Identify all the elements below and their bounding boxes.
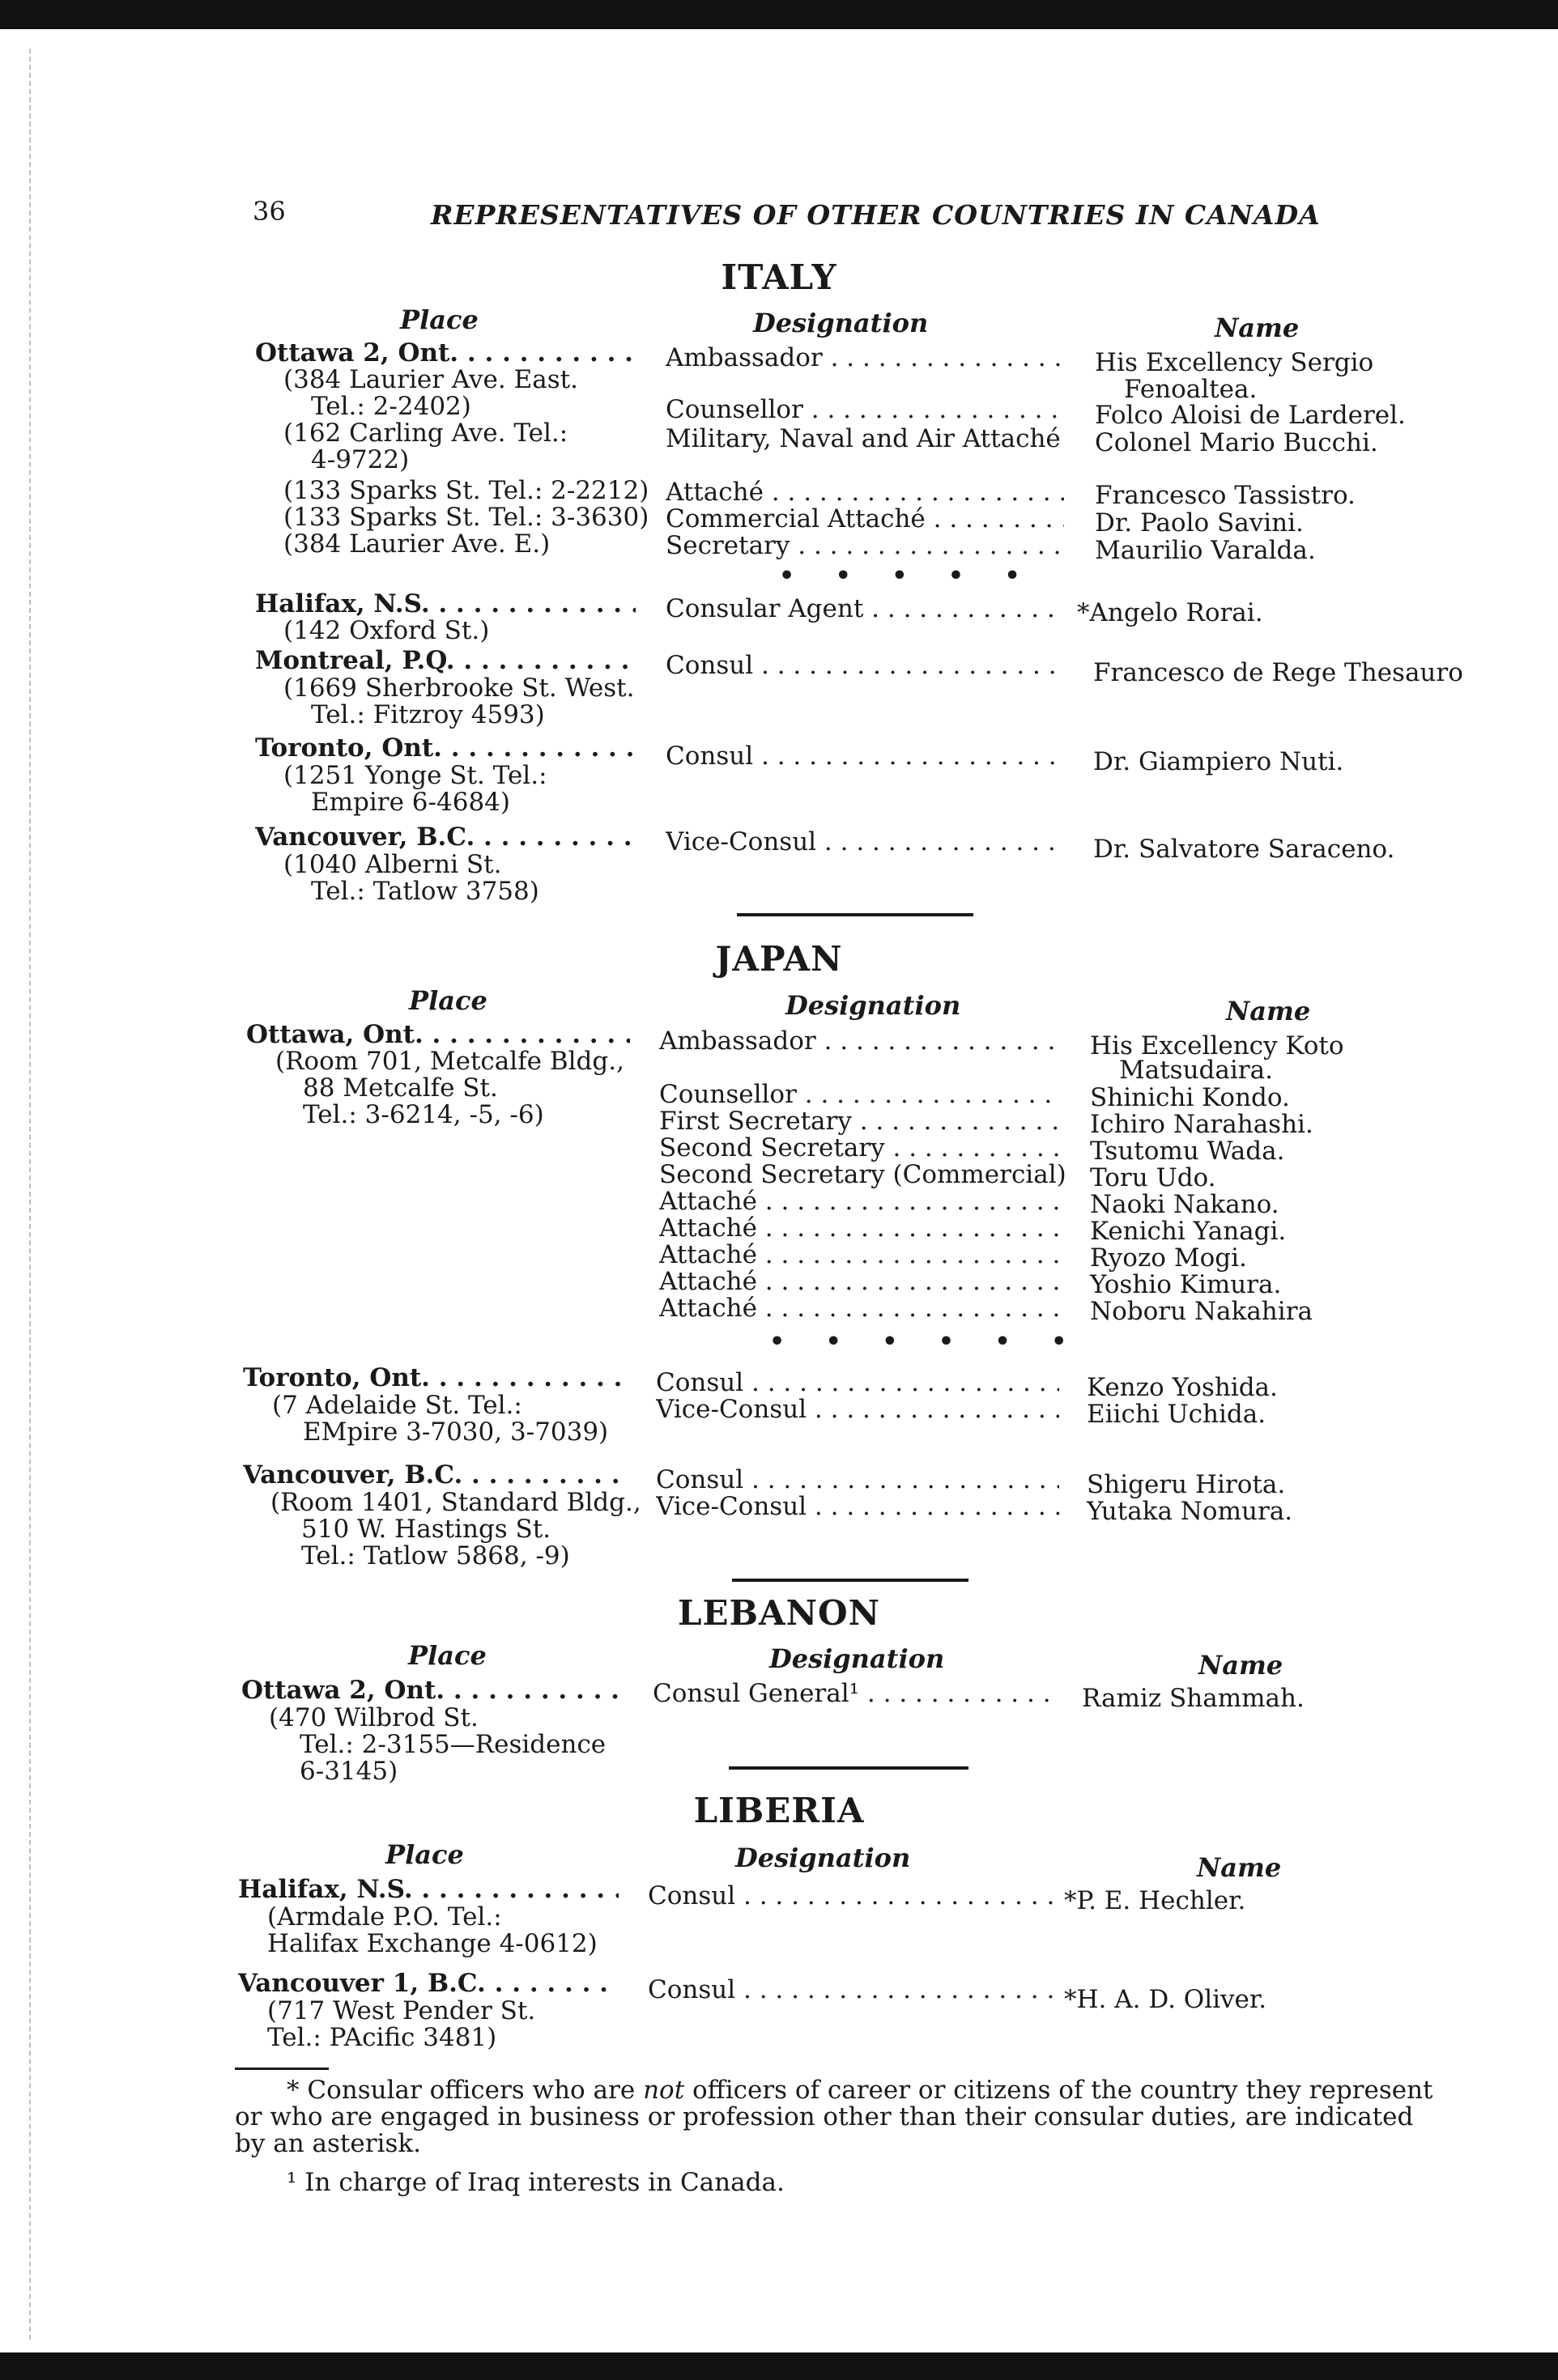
col-header-designation: Designation: [785, 990, 961, 1021]
page-number: 36: [253, 196, 286, 227]
col-header-designation: Designation: [769, 1643, 945, 1674]
designation-entry: First Secretary . . .: [659, 1108, 1059, 1135]
designation-entry: Vice-Consul . . .: [656, 1396, 1059, 1423]
name-entry: Dr. Paolo Savini.: [1095, 508, 1304, 538]
section-rule: [729, 1766, 968, 1770]
name-entry: *P. E. Hechler.: [1064, 1886, 1246, 1915]
designation-entry: Consul . . .: [666, 743, 1064, 770]
name-entry: Shigeru Hirota.: [1087, 1470, 1286, 1499]
name-entry: *Angelo Rorai.: [1077, 598, 1263, 627]
name-entry: *H. A. D. Oliver.: [1064, 1985, 1267, 2014]
designation-entry: Attaché . . .: [659, 1295, 1059, 1322]
place-entry: Ottawa 2, Ont. . . .: [241, 1677, 622, 1704]
name-entry: Kenzo Yoshida.: [1087, 1373, 1278, 1402]
place-address: 88 Metcalfe St.: [303, 1073, 498, 1103]
place-address: (1251 Yonge St. Tel.:: [283, 761, 547, 790]
name-entry: Matsudaira.: [1119, 1056, 1273, 1085]
col-header-place: Place: [385, 1839, 464, 1870]
designation-entry: Commercial Attaché . . .: [666, 506, 1064, 533]
place-entry: Ottawa, Ont. . . .: [246, 1022, 630, 1048]
place-address: EMpire 3-7030, 3-7039): [303, 1417, 609, 1447]
place-entry: Vancouver 1, B.C. . . .: [238, 1970, 619, 1997]
designation-entry: Consular Agent . . .: [666, 596, 1064, 623]
name-entry: Maurilio Varalda.: [1095, 536, 1316, 565]
col-header-designation: Designation: [735, 1842, 911, 1873]
col-header-place: Place: [400, 304, 479, 335]
name-entry: Ichiro Narahashi.: [1090, 1110, 1313, 1139]
place-address: (384 Laurier Ave. East.: [283, 365, 578, 394]
binding-margin: [29, 49, 32, 2340]
place-address: (Room 1401, Standard Bldg.,: [270, 1488, 641, 1517]
designation-entry: Consul . . .: [648, 1883, 1054, 1910]
place-address: Tel.: 3-6214, -5, -6): [303, 1100, 544, 1129]
name-entry: Eiichi Uchida.: [1087, 1400, 1266, 1429]
footnote-asterisk: [235, 2077, 1451, 2157]
designation-entry: Counsellor . . .: [659, 1082, 1059, 1108]
col-header-place: Place: [408, 1640, 487, 1671]
designation-entry: Attaché . . .: [659, 1188, 1059, 1215]
designation-entry: Ambassador . . .: [666, 345, 1064, 372]
designation-entry: Secretary . . .: [666, 533, 1064, 559]
designation-entry: Second Secretary . . .: [659, 1135, 1059, 1162]
col-header-name: Name: [1215, 312, 1300, 343]
place-address: (7 Adelaide St. Tel.:: [272, 1391, 522, 1420]
country-heading-liberia: LIBERIA: [693, 1791, 865, 1830]
place-address: Tel.: Fitzroy 4593): [311, 700, 545, 729]
name-entry: Fenoaltea.: [1124, 375, 1258, 404]
designation-entry: Vice-Consul . . .: [656, 1494, 1059, 1520]
name-entry: Yoshio Kimura.: [1090, 1270, 1282, 1299]
place-address: (1040 Alberni St.: [283, 850, 502, 879]
place-address: 4-9722): [311, 445, 410, 474]
name-entry: Tsutomu Wada.: [1090, 1137, 1285, 1166]
footnote-emphasis: not: [643, 2076, 685, 2105]
country-heading-italy: ITALY: [721, 257, 837, 297]
designation-entry: Second Secretary (Commercial): [659, 1160, 1066, 1189]
place-entry: Vancouver, B.C. . . .: [243, 1462, 627, 1489]
designation-entry: Consul . . .: [656, 1370, 1059, 1396]
name-entry: Ramiz Shammah.: [1082, 1684, 1305, 1713]
col-header-designation: Designation: [753, 308, 929, 338]
place-address: (133 Sparks St. Tel.: 2-2212): [283, 476, 649, 505]
footnote-text: * Consular officers who are: [287, 2076, 644, 2105]
col-header-name: Name: [1198, 1650, 1283, 1681]
place-address: 6-3145): [300, 1757, 398, 1786]
footnote-text: officers of career or citizens of the country they represent or who are engaged in business or profession other than their consular duties, are indicated by an asterisk.: [235, 2076, 1433, 2158]
place-address: Tel.: 2-3155—Residence: [300, 1730, 607, 1759]
running-title: REPRESENTATIVES OF OTHER COUNTRIES IN CANADA: [431, 199, 1321, 231]
separator-dots: • • • • • •: [769, 1328, 1083, 1356]
place-address: Empire 6-4684): [311, 788, 510, 817]
name-entry: Folco Aloisi de Larderel.: [1095, 401, 1406, 430]
place-address: Halifax Exchange 4-0612): [267, 1929, 598, 1958]
col-header-name: Name: [1226, 996, 1311, 1026]
designation-entry: Consul General¹ . . .: [653, 1681, 1056, 1707]
country-heading-lebanon: LEBANON: [678, 1593, 880, 1633]
place-address: (Armdale P.O. Tel.:: [267, 1902, 502, 1932]
designation-entry: Ambassador . . .: [659, 1028, 1059, 1055]
section-rule: [737, 913, 973, 916]
designation-entry: Vice-Consul . . .: [666, 829, 1064, 856]
section-rule: [732, 1579, 968, 1582]
designation-entry: Consul . . .: [648, 1977, 1054, 2004]
footnote-iraq: ¹ In charge of Iraq interests in Canada.: [287, 2168, 785, 2197]
separator-dots: • • • • •: [779, 562, 1037, 590]
name-entry: Yutaka Nomura.: [1087, 1497, 1293, 1526]
designation-entry: Attaché . . .: [659, 1215, 1059, 1242]
name-entry: Naoki Nakano.: [1090, 1190, 1279, 1219]
place-address: (133 Sparks St. Tel.: 3-3630): [283, 503, 649, 532]
name-entry: His Excellency Koto: [1090, 1031, 1344, 1060]
name-entry: Dr. Giampiero Nuti.: [1093, 747, 1344, 776]
name-entry: Noboru Nakahira: [1090, 1297, 1313, 1326]
designation-entry: Military, Naval and Air Attaché: [666, 424, 1061, 453]
col-header-place: Place: [409, 985, 487, 1016]
name-entry: Kenichi Yanagi.: [1090, 1217, 1287, 1246]
place-entry: Toronto, Ont. . . .: [243, 1365, 627, 1392]
scan-border-top: [0, 0, 1558, 29]
place-address: (717 West Pender St.: [267, 1996, 536, 2025]
place-address: Tel.: Tatlow 5868, -9): [301, 1541, 570, 1570]
designation-entry: Counsellor . . .: [666, 397, 1064, 423]
footnote-rule: [235, 2068, 329, 2070]
place-entry: Montreal, P.Q. . . .: [255, 648, 636, 674]
place-address: (470 Wilbrod St.: [269, 1703, 479, 1732]
name-entry: Toru Udo.: [1090, 1163, 1216, 1192]
place-address: Tel.: Tatlow 3758): [311, 877, 539, 906]
name-entry: Francesco de Rege Thesauro: [1093, 658, 1463, 687]
place-address: (142 Oxford St.): [283, 616, 490, 645]
scan-border-bottom: [0, 2352, 1558, 2380]
place-address: (384 Laurier Ave. E.): [283, 529, 551, 559]
name-entry: His Excellency Sergio: [1095, 348, 1374, 377]
place-entry: Vancouver, B.C. . . .: [255, 824, 636, 851]
designation-entry: Attaché . . .: [666, 479, 1064, 506]
col-header-name: Name: [1197, 1852, 1282, 1883]
place-entry: Halifax, N.S. . . .: [238, 1876, 619, 1903]
place-entry: Halifax, N.S. . . .: [255, 591, 636, 618]
place-entry: Toronto, Ont. . . .: [255, 735, 636, 762]
name-entry: Colonel Mario Bucchi.: [1095, 428, 1378, 457]
name-entry: Francesco Tassistro.: [1095, 481, 1356, 510]
country-heading-japan: JAPAN: [715, 939, 843, 979]
place-address: Tel.: PAcific 3481): [267, 2023, 497, 2052]
place-address: 510 W. Hastings St.: [301, 1515, 551, 1544]
designation-entry: Attaché . . .: [659, 1269, 1059, 1295]
place-address: (1669 Sherbrooke St. West.: [283, 674, 635, 703]
designation-entry: Consul . . .: [666, 652, 1064, 679]
place-address: Tel.: 2-2402): [311, 392, 471, 421]
place-address: (Room 701, Metcalfe Bldg.,: [275, 1047, 624, 1076]
designation-entry: Attaché . . .: [659, 1242, 1059, 1269]
place-entry: Ottawa 2, Ont. . . .: [255, 340, 636, 367]
name-entry: Ryozo Mogi.: [1090, 1243, 1247, 1273]
place-address: (162 Carling Ave. Tel.:: [283, 419, 568, 448]
name-entry: Dr. Salvatore Saraceno.: [1093, 835, 1395, 864]
name-entry: Shinichi Kondo.: [1090, 1083, 1290, 1112]
designation-entry: Consul . . .: [656, 1467, 1059, 1494]
page-header: [253, 196, 1321, 236]
